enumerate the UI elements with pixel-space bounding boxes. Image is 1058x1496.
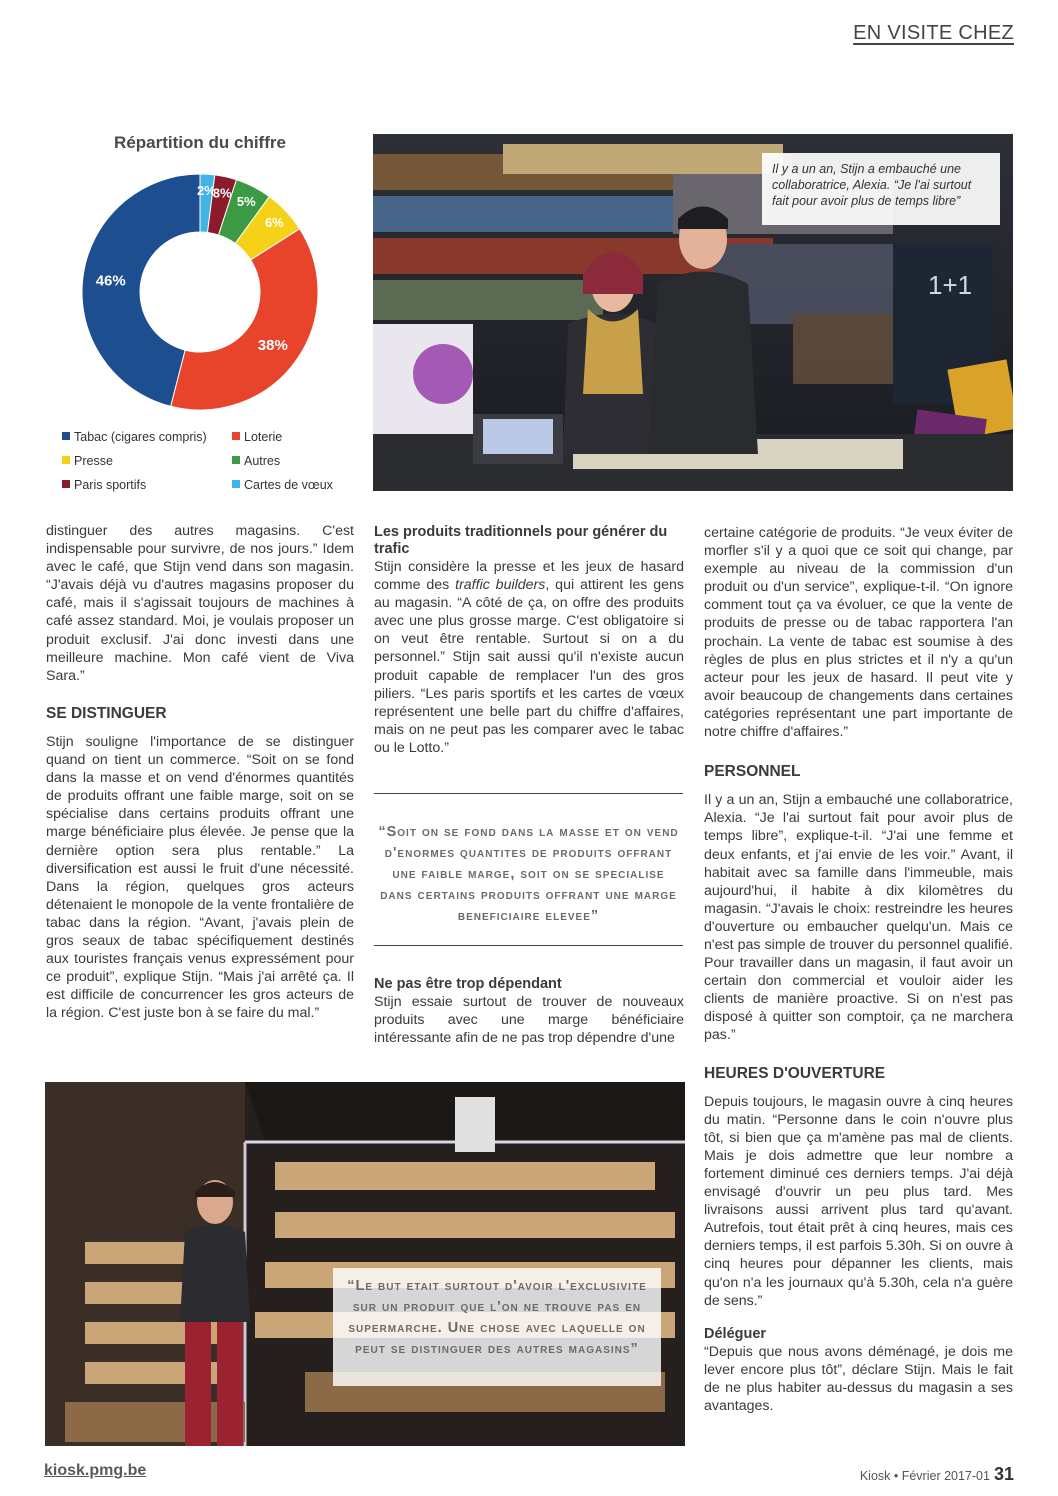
photo-pull-quote: “Le but etait surtout d'avoir l'exclusivite sur un produit que l'on ne trouve pas en supermarche. Une chose avec laquelle on peut se distinguer des autres magasins” [333,1268,661,1386]
slice-label-paris-sportifs: 3% [212,185,232,201]
humidor-illustration [45,1082,685,1446]
quote-rule-bottom [374,945,683,946]
legend-swatch [232,456,240,464]
paragraph: certaine catégorie de produits. “Je veux éviter de morfler s'il y a quoi que ce soit qui change, par exemple au niveau de la commission d'un produit ou d'un service”, explique-t-il. “On ignore comment tout ça va évoluer, ce que la vente de produits de presse ou de tabac rapportera l'an prochain. La vente de tabac est soumise à des règles de plus en plus strictes et il n'y a qu'un acteur pour les jeux de hasard. Il peut vite y avoir beaucoup de changements dans certaines catégories représentant une part importante de notre chiffre d'affaires.” [704,525,1013,741]
slice-label-cartes-voeux: 2% [197,183,216,199]
paragraph: “Depuis que nous avons déménagé, je dois me lever encore plus tôt”, déclare Stijn. Mais le fait de ne plus habiter au-dessus du magasin a ses avantages. [704,1343,1013,1415]
paragraph: Il y a un an, Stijn a embauché une collaboratrice, Alexia. “Je l'ai surtout fait pour avoir plus de temps libre”, explique-t-il. “J'ai une femme et deux enfants, et j'ai envie de les voir.” Avant, il habitait avec sa famille dans l'immeuble, mais aujourd'hui, il habite à dix kilomètres du magasin. “J'avais le choix: restreindre les heures d'ouverture ou embaucher quelqu'un. Mais ce n'est pas simple de trouver du personnel qualifié. Pour travailler dans un magasin, il faut avoir un certain don commercial et vouloir aider les clients de manière proactive. Si on n'est pas disposé à quitter son comptoir, ça ne marchera pas.” [704,792,1013,1044]
legend-label: Cartes de vœux [244,478,333,492]
page-number: 31 [993,1464,1014,1484]
chart-legend [62,430,362,500]
column-2 [374,524,684,757]
paragraph: Depuis toujours, le magasin ouvre à cinq heures du matin. “Personne dans le coin n'ouvre plus tôt, si bien que ça m'amène pas mal de clients. Mais je dois admettre que leur nombre a fortement diminué ces derniers temps. J'ai déjà envisagé d'ouvrir un peu plus tard. Mes livraisons aussi arrivent plus tard qu'avant. Autrefois, tout était prêt à cinq heures, mais ces derniers temps, il est parfois 5.30h. Si on ouvre à cinq heures pour dépanner les clients, mais qu'on n'a les journaux qu'à 5.30h, cela n'a guère de sens.” [704,1093,1013,1309]
legend-label: Presse [74,454,113,468]
svg-text:1+1: 1+1 [928,270,973,300]
slice-loterie [171,229,318,410]
paragraph-emphasis: traffic builders [455,577,546,594]
heading-heures-ouverture: HEURES D'OUVERTURE [704,1064,886,1082]
quote-rule-top [374,793,683,794]
heading-ne-pas-etre-dependant: Ne pas être trop dépendant [374,976,562,992]
footer-issue-text: Kiosk • Février 2017-01 [859,1469,990,1483]
column-3 [704,524,1013,1415]
legend-label: Paris sportifs [74,478,147,492]
legend-item-tabac [62,430,207,444]
paragraph-text: Stijn considère la presse et les jeux de hasard comme des [374,559,684,594]
slice-label-tabac: 46% [95,272,126,290]
legend-label: Tabac (cigares compris) [74,430,207,444]
heading-produits-traditionnels: Les produits traditionnels pour générer du trafic [374,524,668,557]
legend-swatch [62,456,70,464]
slice-label-presse: 6% [264,215,284,231]
footer-site-link[interactable]: kiosk.pmg.be [44,1462,147,1479]
legend-item-autres [232,454,280,468]
heading-se-distinguer: SE DISTINGUER [46,704,167,722]
legend-swatch [62,480,70,488]
photo-caption: Il y a un an, Stijn a embauché une collaboratrice, Alexia. “Je l'ai surtout fait pour avoir plus de temps libre” [762,153,1000,225]
legend-item-presse [62,454,113,468]
paragraph: Stijn essaie surtout de trouver de nouveaux produits avec une marge bénéficiaire intéressante afin de ne pas trop dépendre d'une [374,994,684,1047]
humidor-photo [45,1082,685,1446]
section-tag: EN VISITE CHEZ [853,22,1014,44]
paragraph: distinguer des autres magasins. C'est indispensable pour survivre, de nos jours.” Idem avec le café, que Stijn vend dans son magasin. “J'avais déjà vu d'autres magasins proposer du café, mais il s'agissait toujours de machines à café assez standard. Moi, je voulais proposer un produit exclusif. J'ai donc investi dans une meilleure machine. Mon café vient de Viva Sara.” [46,523,354,684]
legend-swatch [232,432,240,440]
legend-item-loterie [232,430,282,444]
paragraph [374,558,684,757]
legend-label: Autres [244,454,281,468]
legend-swatch [232,480,240,488]
pull-quote: “Soit on se fond dans la masse et on vend d'enormes quantites de produits offrant une faible marge, soit on se specialise dans certains produits offrant une marge beneficiaire elevee” [378,824,679,924]
paragraph: Stijn souligne l'importance de se distinguer quand on tient un commerce. “Soit on se fond dans la masse et on vend d'énormes quantités de produits offrant une faible marge, soit on se spécialise dans certains produits offrant une marge bénéficiaire plus élevée. Je pense que la dernière option sera plus rentable.” La diversification est aussi le fruit d'une nécessité. Dans la région, quelques gros acteurs détenaient le monopole de la vente frontalière de tabac dans la région. “Avant, j'avais plein de gros seaux de tabac spécifiquement destinés aux touristes français venus expressément pour ce produit”, explique Stijn. “Mais j'ai arrêté ça. Il est difficile de concurrencer les gros acteurs de la région. C'est juste bon à se faire du mal.” [46,733,354,1022]
legend-item-paris-sportifs [62,478,146,492]
column-1 [46,522,354,1022]
slice-label-autres: 5% [236,194,256,210]
column-2-continued [374,976,684,1047]
legend-swatch [62,432,70,440]
paragraph-text: , qui attirent les gens au magasin. “A côté de ça, on offre des produits avec une plus grosse marge. C'est obligatoire si on veut être rentable. Surtout si on a du personnel.” Stijn sait aussi qu'il n'existe aucun produit capable de remplacer l'un des gros piliers. “Les paris sportifs et les cartes de vœux représentent une belle part du chiffre d'affaires, mais on ne peut pas les comparer avec le tabac ou le Lotto.” [374,577,684,756]
legend-label: Loterie [244,430,283,444]
heading-deleguer: Déléguer [704,1325,767,1342]
footer-issue [860,1464,1014,1485]
slice-label-loterie: 38% [257,336,288,354]
legend-item-cartes-voeux [232,478,333,492]
heading-personnel: PERSONNEL [704,763,801,781]
chart-title: Répartition du chiffre [114,133,286,152]
